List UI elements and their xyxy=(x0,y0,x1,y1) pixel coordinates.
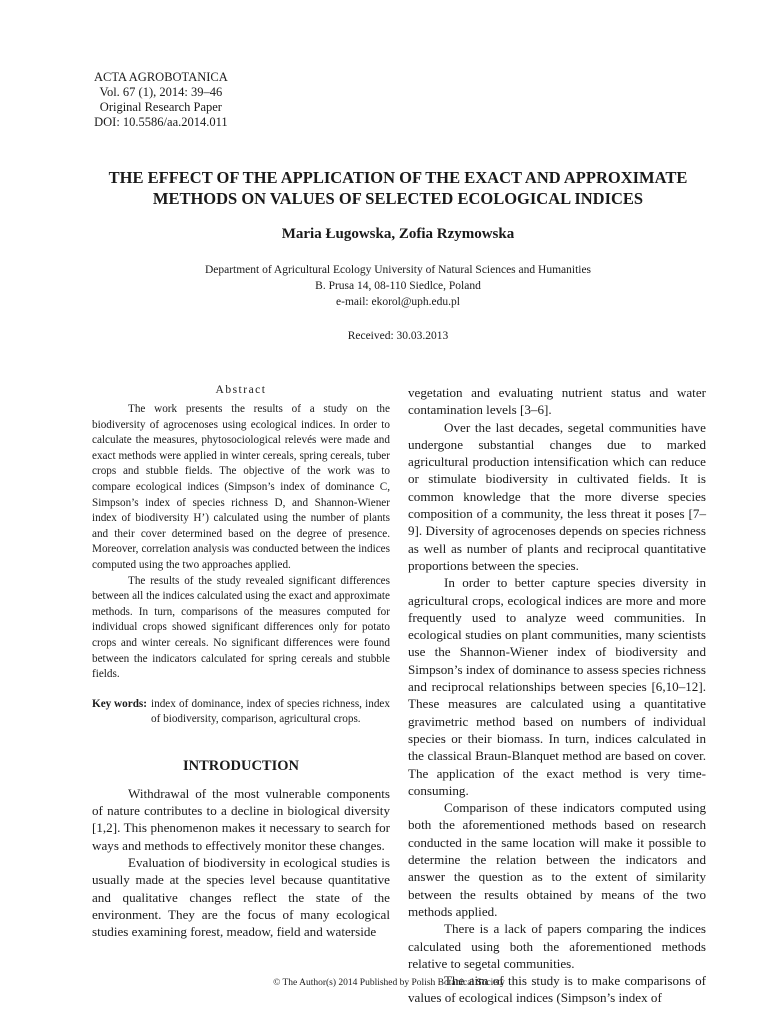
body-paragraph-5: The aim of this study is to make comparisons of values of ecological indices (Simpson’s index of xyxy=(408,973,706,1006)
introduction-heading: INTRODUCTION xyxy=(182,757,299,774)
copyright-footer: © The Author(s) 2014 Published by Polish Botanical Society xyxy=(273,978,505,988)
paper-type: Original Research Paper xyxy=(99,100,222,114)
abstract-paragraph-2: The results of the study revealed significant differences between all the indices calculated using the exact and approximate methods. In turn, comparisons of the measures computed for individual crops showed significant differences only for potato crops and winter cereals. No significant differences were found between the indicators calculated for spring cereals and stubble fields. xyxy=(92,574,390,681)
body-paragraph-4: There is a lack of papers comparing the indices calculated using both the aforementioned methods relative to segetal communities. xyxy=(408,921,706,971)
received-date: Received: 30.03.2013 xyxy=(347,330,449,342)
abstract-heading: Abstract xyxy=(215,384,267,396)
authors: Maria Ługowska, Zofia Rzymowska xyxy=(281,226,515,242)
journal-info xyxy=(94,70,228,130)
body-paragraph-3: Comparison of these indicators computed using both the aforementioned methods based on research conducted in the same location will make it possible to determine the relation between the indicators and answer the question as to the extent of similarity between the results obtained by means of the two methods applied. xyxy=(408,800,706,919)
paper-title xyxy=(60,167,736,209)
affiliation-department: Department of Agricultural Ecology University of Natural Sciences and Humanities xyxy=(204,264,592,276)
title-line-2: METHODS ON VALUES OF SELECTED ECOLOGICAL INDICES xyxy=(152,189,644,208)
journal-name: ACTA AGROBOTANICA xyxy=(94,70,228,84)
introduction-paragraph-2: Evaluation of biodiversity in ecological studies is usually made at the species level because quantitative and qualitative changes reflect the state of the environment. They are the focus of many ecological studies examining forest, meadow, field and waterside xyxy=(92,855,390,940)
title-line-1: THE EFFECT OF THE APPLICATION OF THE EXACT AND APPROXIMATE xyxy=(108,168,688,187)
affiliation-email: e-mail: ekorol@uph.edu.pl xyxy=(336,296,460,308)
left-column xyxy=(92,384,390,941)
affiliation xyxy=(60,262,736,310)
doi: DOI: 10.5586/aa.2014.011 xyxy=(94,115,228,129)
body-paragraph-1: Over the last decades, segetal communities have undergone substantial changes due to marked agricultural production intensification which can reduce or stimulate biodiversity in cultivated fields. It is common knowledge that the more diverse species composition of a community, the less threat it poses [7–9]. Diversity of agrocenoses depends on species richness as well as number of plants and reciprocal quantitative proportions between the species. xyxy=(408,419,706,573)
keywords-label: Key words: xyxy=(92,697,147,710)
introduction-paragraph-1: Withdrawal of the most vulnerable components of nature contributes to a decline in biological diversity [1,2]. This phenomenon makes it necessary to search for ways and methods to effectively monitor these changes. xyxy=(92,785,390,853)
body-paragraph-continued: vegetation and evaluating nutrient status and water contamination levels [3–6]. xyxy=(408,385,706,418)
keywords xyxy=(92,697,390,728)
affiliation-address: B. Prusa 14, 08-110 Siedlce, Poland xyxy=(315,280,481,292)
body-paragraph-2: In order to better capture species diversity in agricultural crops, ecological indices are more and more frequently used to analyze weed communities. In ecological studies on plant communities, many scientists use the Shannon-Wiener index of biodiversity and Simpson’s index of dominance to assess species richness and reciprocal relationships between species [6,10–12]. These measures are calculated using a quantitative gravimetric method based on numbers of individual species or their biomass. In turn, indices calculated in the classical Braun-Blanquet method are based on cover. The application of the exact method is very time-consuming. xyxy=(408,575,706,798)
abstract-paragraph-1: The work presents the results of a study on the biodiversity of agrocenoses using ecological indices. In order to calculate the measures, phytosociological relevés were made and exact methods were applied in winter cereals, spring cereals, tuber crops and stubble fields. The objective of the work was to compare ecological indices (Simpson’s index of dominance C, Simpson’s index of species richness D, and Shannon-Wiener index of biodiversity H’) calculated using the number of plants and their cover determined based on the degree of presence. Moreover, correlation analysis was conducted between the indices computed using the two approaches applied. xyxy=(92,403,390,571)
right-column xyxy=(408,384,706,1007)
journal-volume: Vol. 67 (1), 2014: 39–46 xyxy=(99,85,223,99)
keywords-text: index of dominance, index of species richness, index of biodiversity, comparison, agricultural crops. xyxy=(151,697,390,726)
